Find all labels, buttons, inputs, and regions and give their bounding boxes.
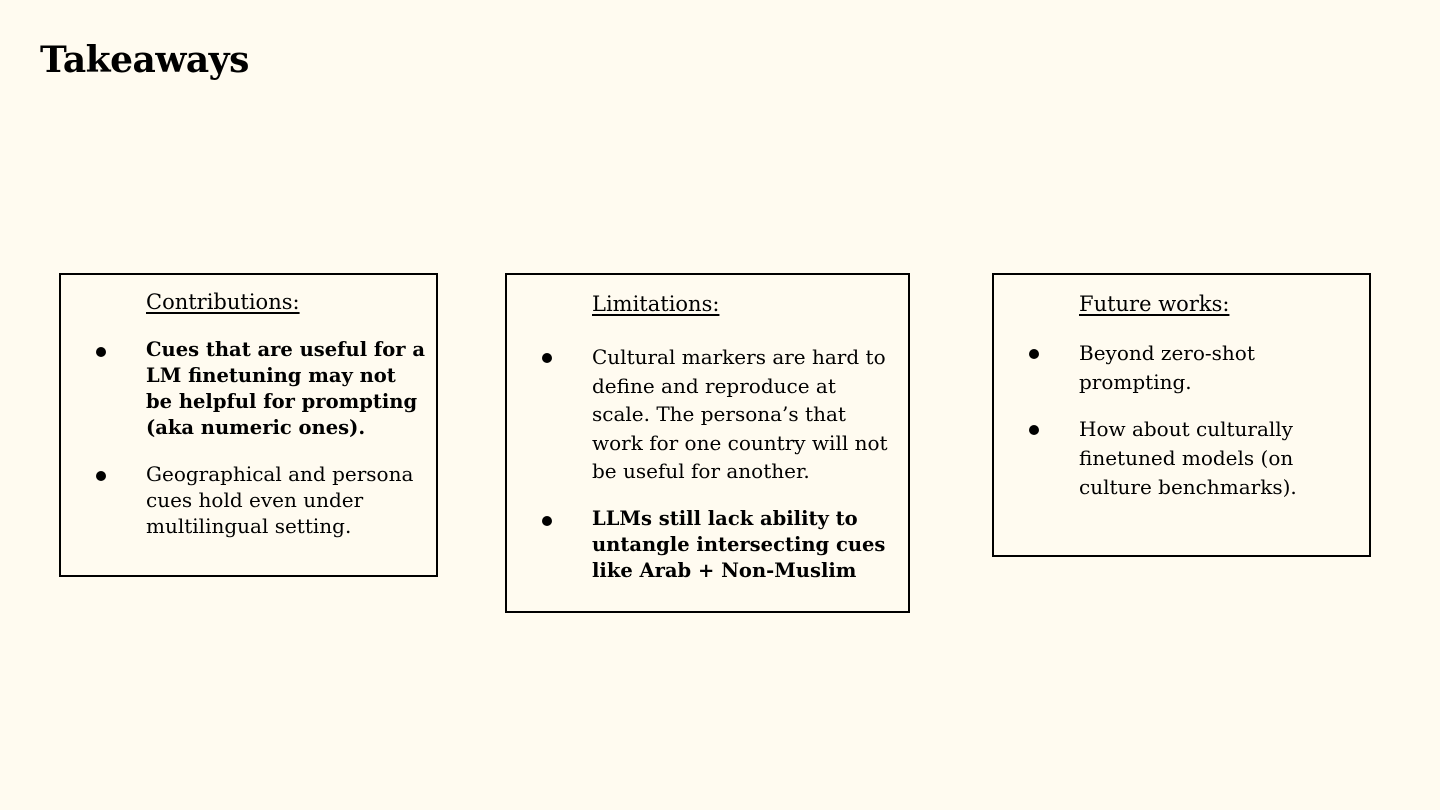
future-works-bullet-2	[1024, 415, 1359, 502]
bullet-dot-icon	[1029, 349, 1039, 359]
contributions-list	[91, 337, 426, 539]
limitations-list	[537, 343, 897, 584]
bullet-dot-icon	[542, 353, 552, 363]
limitations-bullet-1	[537, 343, 897, 486]
limitations-bullet-2-text: LLMs still lack ability to untangle intersecting cues like Arab + Non-Muslim	[592, 506, 886, 582]
limitations-bullet-1-text: Cultural markers are hard to define and reproduce at scale. The persona’s that work for one country will not be useful for another.	[592, 345, 888, 484]
future-works-box	[992, 273, 1371, 557]
slide-title: Takeaways	[40, 39, 249, 81]
bullet-dot-icon	[1029, 425, 1039, 435]
contributions-bullet-1	[91, 337, 426, 441]
limitations-heading: Limitations:	[592, 292, 720, 316]
bullet-dot-icon	[96, 347, 106, 357]
limitations-bullet-2	[537, 506, 897, 584]
future-works-bullet-2-text: How about culturally finetuned models (on culture benchmarks).	[1079, 417, 1297, 499]
future-works-bullet-1-text: Beyond zero-shot prompting.	[1079, 341, 1255, 394]
bullet-dot-icon	[542, 516, 552, 526]
bullet-dot-icon	[96, 471, 106, 481]
contributions-bullet-2-text: Geographical and persona cues hold even under multilingual setting.	[146, 462, 414, 538]
future-works-bullet-1	[1024, 339, 1359, 397]
future-works-heading: Future works:	[1079, 292, 1230, 316]
contributions-bullet-1-text: Cues that are useful for a LM finetuning may not be helpful for prompting (aka numeric ones).	[146, 338, 426, 439]
future-works-list	[1024, 339, 1359, 502]
contributions-bullet-2	[91, 461, 426, 539]
contributions-heading: Contributions:	[146, 290, 300, 314]
contributions-box	[59, 273, 438, 577]
limitations-box	[505, 273, 910, 613]
